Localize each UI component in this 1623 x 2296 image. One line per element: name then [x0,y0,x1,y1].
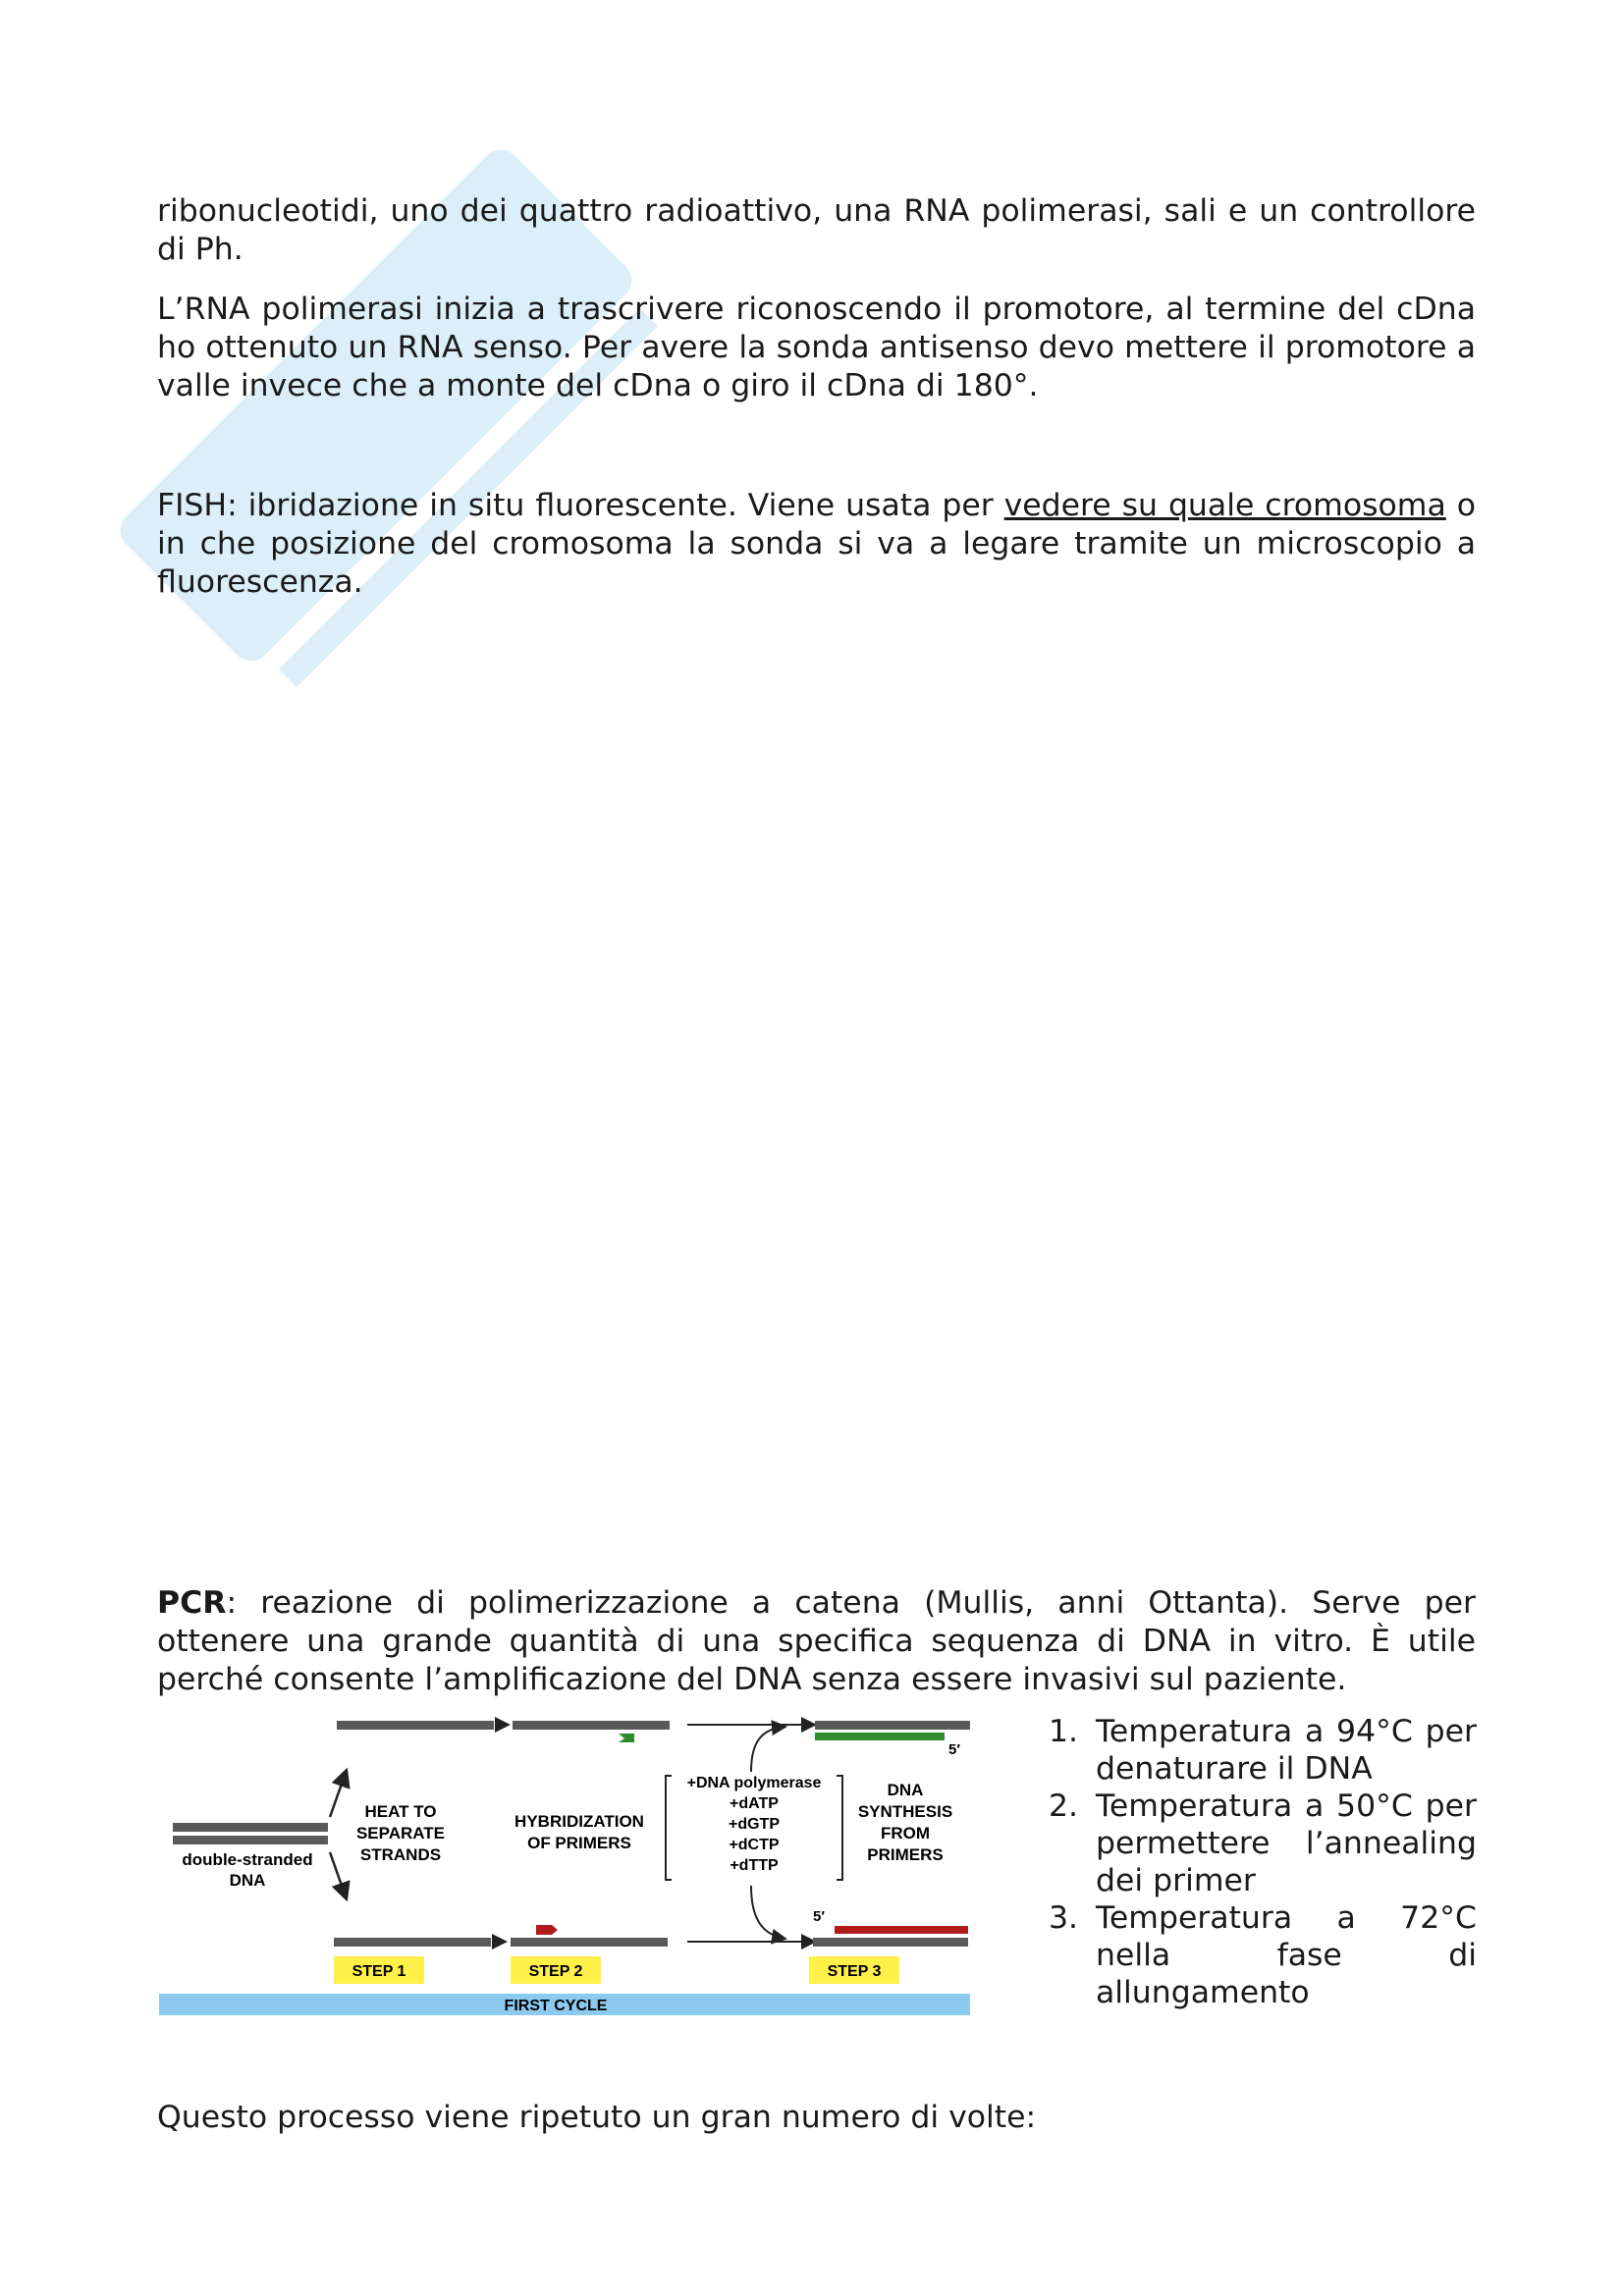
pcr-definition: : reazione di polimerizzazione a catena (Mullis, anni Ottanta). Serve per ottenere una grande quantità di una specifica sequenza di DNA in vitro. È utile perché consente l’amplificazione del DNA senza essere invasivi sul paziente. [157,1585,1476,1697]
paragraph-rna-polimerasi: L’RNA polimerasi inizia a trascrivere riconoscendo il promotore, al termine del cDna ho ottenuto un RNA senso. Per avere la sonda antisenso devo mettere il promotore a valle invece che a monte del cDna o giro il cDna di 180°. [157,292,1476,403]
bracket-right [837,1776,842,1880]
list-item [1041,1899,1477,2011]
strand-step3-bottom [813,1938,968,1947]
step-text: Temperatura a 72°C nella fase di allungamento [1096,1900,1477,2010]
watermark-logo [29,59,736,766]
heat-label-2: SEPARATE [355,1824,446,1842]
pcr-term: PCR [157,1585,227,1621]
five-prime-top: 5′ [948,1741,960,1758]
syn-label-1: DNA [887,1781,924,1799]
syn-label-2: SYNTHESIS [857,1802,953,1821]
fish-text-post: o in che posizione del cromosoma la sonda si va a legare tramite un microscopio a fluorescenza. [157,488,1476,600]
pcr-temperature-steps [1041,1713,1477,2011]
strand-step2-bottom [511,1938,668,1947]
hyb-label-2: OF PRIMERS [527,1834,631,1852]
step-number: 1. [1049,1714,1079,1749]
step-number: 3. [1049,1900,1079,1936]
green-new-strand [815,1733,945,1740]
paragraph-ripetuto: Questo processo viene ripetuto un gran numero di volte: [157,2100,1037,2135]
fish-text-pre: FISH: ibridazione in situ fluorescente. Viene usata per [157,488,1004,523]
double-strand-top [173,1823,328,1832]
step3-label: STEP 3 [827,1963,882,1980]
heat-label-1: HEAT TO [364,1802,437,1821]
ds-label-2: DNA [229,1871,266,1890]
five-prime-bottom: 5′ [813,1908,825,1925]
arrow-down [330,1852,347,1899]
list-item [1041,1788,1477,1899]
hyb-label-1: HYBRIDIZATION [514,1812,644,1831]
double-strand-bottom [173,1836,328,1844]
pcr-first-cycle-figure [157,1713,972,2017]
first-cycle-label: FIRST CYCLE [504,1998,608,2014]
reagent-4: +dTTP [730,1857,779,1874]
strand-step2-top [513,1721,670,1730]
bracket-left [666,1776,672,1880]
list-item [1041,1713,1477,1788]
reagent-1: +dATP [730,1795,779,1812]
reagent-3: +dCTP [729,1837,780,1853]
reagent-0: +DNA polymerase [686,1775,822,1791]
arrow-up [330,1770,347,1817]
ds-label-1: double-stranded [182,1850,313,1869]
red-new-strand [835,1926,968,1934]
heat-label-3: STRANDS [359,1845,442,1864]
step1-label: STEP 1 [352,1963,406,1980]
paragraph-ribonucleotidi: ribonucleotidi, uno dei quattro radioattivo, una RNA polimerasi, sali e un controllore di Ph. [157,193,1476,267]
step-text: Temperatura a 50°C per permettere l’annealing dei primer [1096,1789,1477,1898]
strand-step1-bottom [334,1938,491,1947]
paragraph-pcr [157,1584,1476,1699]
curve-arrow-up [751,1727,785,1772]
syn-label-4: PRIMERS [867,1845,944,1864]
step2-label: STEP 2 [528,1963,583,1980]
step-number: 2. [1049,1789,1079,1824]
reagent-2: +dGTP [728,1816,781,1833]
strand-step3-top [815,1721,970,1730]
strand-step1-top [337,1721,494,1730]
red-primer [536,1925,558,1935]
fish-underlined-text: vedere su quale cromosoma [1003,488,1446,523]
green-primer [619,1734,634,1742]
curve-arrow-down [751,1886,785,1939]
step-text: Temperatura a 94°C per denaturare il DNA [1096,1714,1477,1787]
syn-label-3: FROM [880,1824,931,1842]
paragraph-fish [157,487,1476,602]
